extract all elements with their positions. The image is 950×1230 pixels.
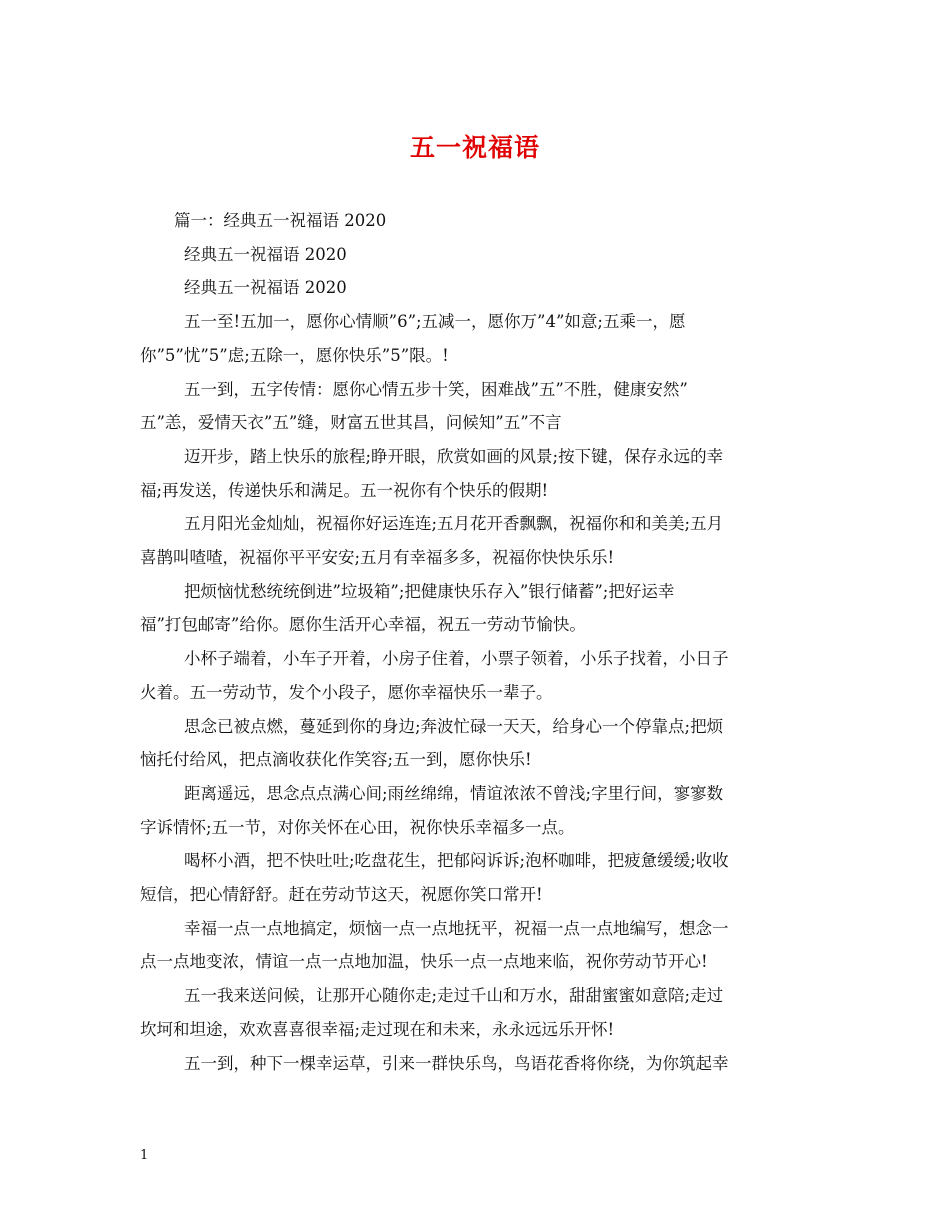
document-title: 五一祝福语 xyxy=(409,133,540,162)
body-line: 把烦恼忧愁统统倒进”垃圾箱”;把健康快乐存入”银行储蓄”;把好运幸 xyxy=(184,581,675,601)
body-line: 迈开步，踏上快乐的旅程;睁开眼，欣赏如画的风景;按下键，保存永远的幸 xyxy=(184,446,724,466)
body-line: 点一点地变浓，情谊一点一点地加温，快乐一点一点地来临，祝你劳动节开心! xyxy=(140,952,708,972)
body-line: 字诉情怀;五一节，对你关怀在心田，祝你快乐幸福多一点。 xyxy=(140,817,575,837)
document-body xyxy=(140,204,816,1080)
body-line: 经典五一祝福语 2020 xyxy=(184,278,347,298)
body-line: 五”恙，爱情天衣”五”缝，财富五世其昌，问候知”五”不言 xyxy=(140,413,562,433)
body-line: 恼托付给风，把点滴收获化作笑容;五一到，愿你快乐! xyxy=(140,750,532,770)
body-line: 小杯子端着，小车子开着，小房子住着，小票子领着，小乐子找着，小日子 xyxy=(184,649,729,669)
body-line: 喜鹊叫喳喳，祝福你平平安安;五月有幸福多多，祝福你快快乐乐! xyxy=(140,548,615,568)
body-line: 喝杯小酒，把不快吐吐;吃盘花生，把郁闷诉诉;泡杯咖啡，把疲惫缓缓;收收 xyxy=(184,851,729,871)
body-line: 五一至!五加一，愿你心情顺”6”;五减一，愿你万”4”如意;五乘一，愿 xyxy=(184,312,686,332)
page-number: 1 xyxy=(140,1148,149,1163)
body-line: 你”5”忧”5”虑;五除一，愿你快乐”5”限。! xyxy=(140,345,449,365)
body-line: 幸福一点一点地搞定，烦恼一点一点地抚平，祝福一点一点地编写，想念一 xyxy=(184,918,729,938)
body-line: 篇一：经典五一祝福语 2020 xyxy=(174,211,387,230)
body-line: 五一到，五字传情：愿你心情五步十笑，困难战”五”不胜，健康安然” xyxy=(184,379,688,399)
body-line: 五一我来送问候，让那开心随你走;走过千山和万水，甜甜蜜蜜如意陪;走过 xyxy=(184,986,724,1006)
body-line: 距离遥远，思念点点满心间;雨丝绵绵，情谊浓浓不曾浅;字里行间，寥寥数 xyxy=(184,783,724,803)
body-line: 五一到，种下一棵幸运草，引来一群快乐鸟，鸟语花香将你绕，为你筑起幸 xyxy=(184,1053,729,1073)
body-line: 火着。五一劳动节，发个小段子，愿你幸福快乐一辈子。 xyxy=(140,682,553,702)
body-line: 思念已被点燃，蔓延到你的身边;奔波忙碌一天天，给身心一个停靠点;把烦 xyxy=(184,716,724,736)
body-line: 经典五一祝福语 2020 xyxy=(184,244,347,264)
body-line: 五月阳光金灿灿，祝福你好运连连;五月花开香飘飘，祝福你和和美美;五月 xyxy=(184,514,724,534)
body-line: 福”打包邮寄”给你。愿你生活开心幸福，祝五一劳动节愉快。 xyxy=(140,615,586,635)
body-line: 坎坷和坦途，欢欢喜喜很幸福;走过现在和未来，永永远远乐开怀! xyxy=(140,1019,615,1039)
body-line: 短信，把心情舒舒。赶在劳动节这天，祝愿你笑口常开! xyxy=(140,885,543,905)
body-line: 福;再发送，传递快乐和满足。五一祝你有个快乐的假期! xyxy=(140,480,549,500)
